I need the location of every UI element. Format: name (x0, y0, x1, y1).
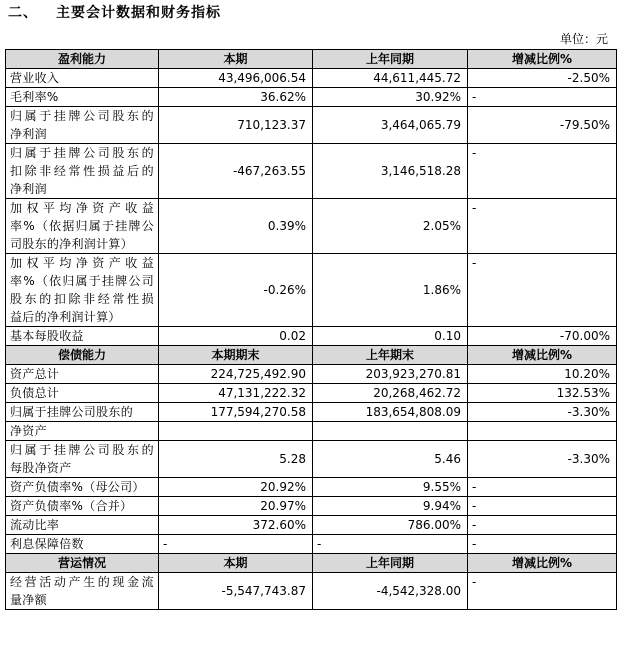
table-row (6, 327, 617, 346)
row-change-value: -3.30% (468, 403, 617, 422)
row-change-value: - (468, 88, 617, 107)
row-label-line: 每股净资产 (10, 461, 72, 475)
row-current-value: 36.62% (159, 88, 313, 107)
row-previous-value: - (313, 535, 468, 554)
profit-header-cell: 上年同期 (313, 50, 468, 69)
section-title: 主要会计数据和财务指标 (56, 5, 221, 21)
row-change-value: -70.00% (468, 327, 617, 346)
row-label-line: 负债总计 (10, 386, 60, 400)
table-row (6, 107, 617, 144)
row-previous-value: 9.94% (313, 497, 468, 516)
row-current-value: 710,123.37 (159, 107, 313, 144)
row-change-value (468, 422, 617, 441)
row-label-line: 归属于挂牌公司股东的 (10, 109, 154, 123)
row-current-value: 20.97% (159, 497, 313, 516)
row-label-line: 基本每股收益 (10, 329, 84, 343)
row-label (6, 384, 159, 403)
table-row (6, 422, 617, 441)
row-label (6, 497, 159, 516)
row-previous-value: 30.92% (313, 88, 468, 107)
table-row (6, 478, 617, 497)
row-label (6, 107, 159, 144)
row-label-line: 量净额 (10, 593, 47, 607)
row-previous-value: 2.05% (313, 199, 468, 254)
row-previous-value: 3,464,065.79 (313, 107, 468, 144)
row-label-line: 营业收入 (10, 71, 60, 85)
row-label-line: 利息保障倍数 (10, 537, 84, 551)
row-previous-value: 183,654,808.09 (313, 403, 468, 422)
row-label-line: 归属于挂牌公司股东的 (10, 443, 154, 457)
table-body (6, 50, 617, 610)
row-previous-value: 786.00% (313, 516, 468, 535)
financial-indicators-table (5, 49, 617, 610)
row-previous-value: -4,542,328.00 (313, 573, 468, 610)
row-change-value: - (468, 535, 617, 554)
row-label-line: 净资产 (10, 424, 47, 438)
row-previous-value (313, 422, 468, 441)
row-label-line: 率%（依据归属于挂牌公 (10, 219, 154, 233)
table-row (6, 535, 617, 554)
row-change-value: - (468, 516, 617, 535)
debt-header-cell: 本期期末 (159, 346, 313, 365)
table-row (6, 384, 617, 403)
row-label-line: 毛利率% (10, 90, 59, 104)
row-label-line: 司股东的净利润计算） (10, 237, 134, 251)
row-label (6, 365, 159, 384)
row-current-value: 372.60% (159, 516, 313, 535)
row-current-value (159, 422, 313, 441)
row-label (6, 422, 159, 441)
row-label (6, 327, 159, 346)
table-row (6, 144, 617, 199)
operation-header-cell: 本期 (159, 554, 313, 573)
row-current-value: 5.28 (159, 441, 313, 478)
row-change-value: - (468, 254, 617, 327)
row-current-value: 0.02 (159, 327, 313, 346)
profit-header-cell: 增减比例% (468, 50, 617, 69)
row-previous-value: 203,923,270.81 (313, 365, 468, 384)
table-row (6, 69, 617, 88)
profit-header-cell: 本期 (159, 50, 313, 69)
row-label-line: 资产总计 (10, 367, 60, 381)
operation-header-cell: 增减比例% (468, 554, 617, 573)
debt-header-cell: 增减比例% (468, 346, 617, 365)
row-label-line: 归属于挂牌公司股东的 (10, 146, 154, 160)
row-change-value: - (468, 199, 617, 254)
row-change-value: -79.50% (468, 107, 617, 144)
operation-header-cell: 营运情况 (6, 554, 159, 573)
table-row (6, 88, 617, 107)
operation-header-cell: 上年同期 (313, 554, 468, 573)
profit-header-cell: 盈利能力 (6, 50, 159, 69)
row-label (6, 88, 159, 107)
row-current-value: - (159, 535, 313, 554)
row-label (6, 403, 159, 422)
table-row (6, 573, 617, 610)
row-change-value: - (468, 497, 617, 516)
table-row (6, 516, 617, 535)
row-previous-value: 0.10 (313, 327, 468, 346)
row-label (6, 573, 159, 610)
row-previous-value: 9.55% (313, 478, 468, 497)
row-current-value: -467,263.55 (159, 144, 313, 199)
row-label-line: 归属于挂牌公司股东的 (10, 405, 134, 419)
row-change-value: - (468, 478, 617, 497)
table-row (6, 254, 617, 327)
row-change-value: -2.50% (468, 69, 617, 88)
row-label-line: 经营活动产生的现金流 (10, 575, 154, 589)
row-label (6, 254, 159, 327)
row-label-line: 流动比率 (10, 518, 60, 532)
row-label-line: 扣除非经常性损益后的 (10, 164, 154, 178)
row-previous-value: 1.86% (313, 254, 468, 327)
row-current-value: 20.92% (159, 478, 313, 497)
debt-header-cell: 上年期末 (313, 346, 468, 365)
row-change-value: - (468, 144, 617, 199)
row-previous-value: 3,146,518.28 (313, 144, 468, 199)
row-change-value: -3.30% (468, 441, 617, 478)
debt-header-cell: 偿债能力 (6, 346, 159, 365)
row-current-value: 43,496,006.54 (159, 69, 313, 88)
row-label (6, 441, 159, 478)
unit-label: 单位：元 (559, 32, 608, 46)
row-change-value: 132.53% (468, 384, 617, 403)
row-label-line: 益后的净利润计算） (10, 310, 121, 324)
section-heading (8, 2, 221, 22)
row-current-value: 0.39% (159, 199, 313, 254)
row-label-line: 净利润 (10, 182, 47, 196)
row-label-line: 率%（依归属于挂牌公司 (10, 274, 154, 288)
table-row (6, 199, 617, 254)
row-previous-value: 5.46 (313, 441, 468, 478)
row-previous-value: 44,611,445.72 (313, 69, 468, 88)
row-label (6, 516, 159, 535)
row-current-value: -0.26% (159, 254, 313, 327)
row-label-line: 净利润 (10, 127, 47, 141)
row-label (6, 199, 159, 254)
row-current-value: -5,547,743.87 (159, 573, 313, 610)
table-row (6, 365, 617, 384)
row-label-line: 股东的扣除非经常性损 (10, 292, 154, 306)
row-current-value: 177,594,270.58 (159, 403, 313, 422)
row-label (6, 69, 159, 88)
row-label-line: 资产负债率%（母公司） (10, 480, 145, 494)
row-label-line: 加权平均净资产收益 (10, 201, 154, 215)
profit-header-row (6, 50, 617, 69)
operation-header-row (6, 554, 617, 573)
row-label (6, 535, 159, 554)
row-change-value: - (468, 573, 617, 610)
debt-header-row (6, 346, 617, 365)
row-current-value: 47,131,222.32 (159, 384, 313, 403)
row-current-value: 224,725,492.90 (159, 365, 313, 384)
section-number: 二、 (8, 5, 38, 21)
row-change-value: 10.20% (468, 365, 617, 384)
table-row (6, 403, 617, 422)
table-row (6, 441, 617, 478)
row-previous-value: 20,268,462.72 (313, 384, 468, 403)
row-label (6, 144, 159, 199)
table-row (6, 497, 617, 516)
row-label (6, 478, 159, 497)
row-label-line: 资产负债率%（合并） (10, 499, 133, 513)
row-label-line: 加权平均净资产收益 (10, 256, 154, 270)
